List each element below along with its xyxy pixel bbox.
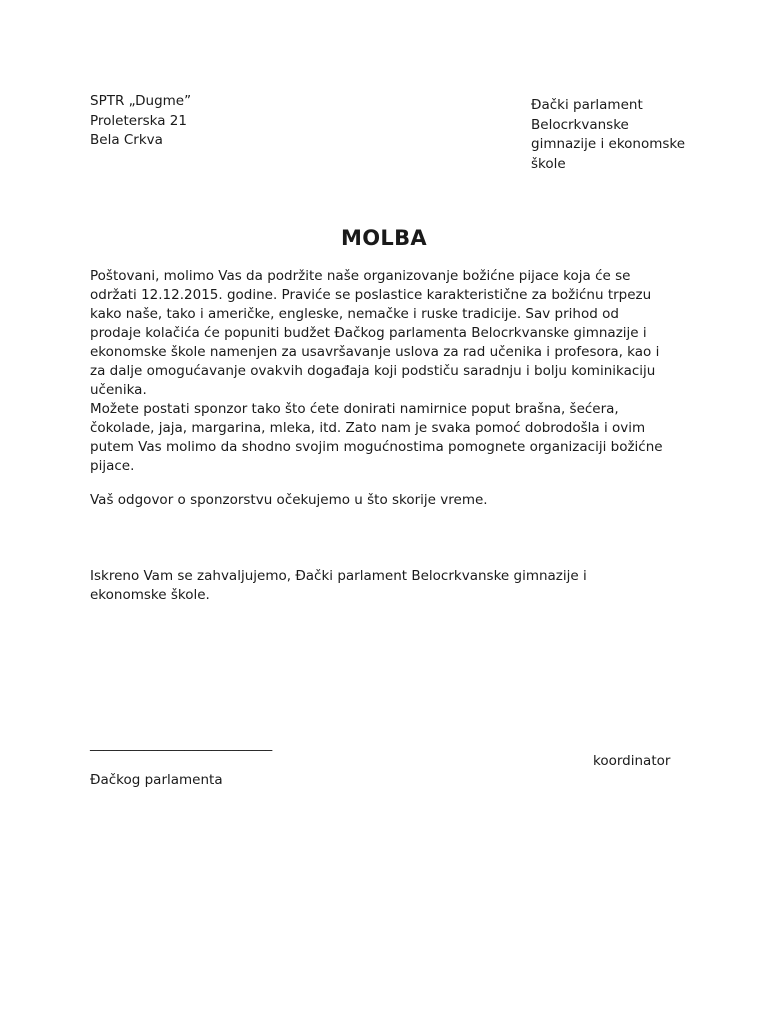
thanks-paragraph (90, 567, 587, 605)
recipient-address (531, 96, 711, 174)
recipient-line-1: Đački parlament (531, 97, 643, 113)
response-paragraph (90, 491, 488, 510)
body-line: pijace. (90, 458, 135, 474)
body-line: Možete postati sponzor tako što ćete donirati namirnice poput brašna, šećera, (90, 401, 619, 417)
body-line: Poštovani, molimo Vas da podržite naše organizovanje božićne pijace koja će se (90, 268, 631, 284)
sender-name: SPTR „Dugme” (90, 93, 192, 109)
recipient-line-2: Belocrkvanske (531, 116, 629, 133)
body-paragraph (90, 267, 690, 476)
sender-address (90, 92, 191, 151)
body-line: kako naše, tako i američke, engleske, nemačke i ruske tradicije. Sav prihod od (90, 306, 619, 322)
recipient-line-4: škole (531, 155, 566, 172)
thanks-line: ekonomske škole. (90, 587, 210, 603)
response-line: Vaš odgovor o sponzorstvu očekujemo u što skorije vreme. (90, 492, 488, 508)
document-title: MOLBA (341, 226, 427, 250)
body-line: za dalje omogućavanje ovakvih događaja koji podstiču saradnju i bolju kominikaciju (90, 363, 656, 379)
thanks-line: Iskreno Vam se zahvaljujemo, Đački parlament Belocrkvanske gimnazije i (90, 568, 587, 584)
body-line: putem Vas molimo da shodno svojim mogućnostima pomognete organizaciji božićne (90, 439, 663, 455)
body-line: učenika. (90, 382, 147, 398)
body-line: prodaje kolačića će popuniti budžet Đačkog parlamenta Belocrkvanske gimnazije i (90, 325, 647, 341)
recipient-line-3: gimnazije i ekonomske (531, 136, 686, 152)
signature-role-left: Đačkog parlamenta (90, 772, 223, 788)
sender-street: Proleterska 21 (90, 112, 187, 129)
body-line: održati 12.12.2015. godine. Praviće se poslastice karakteristične za božićnu trpezu (90, 287, 652, 303)
signature-line: ___________________________ (90, 736, 273, 752)
signature-role-right: koordinator (593, 753, 671, 769)
body-line: ekonomske škole namenjen za usavršavanje uslova za rad učenika i profesora, kao i (90, 344, 660, 360)
body-line: čokolade, jaja, margarina, mleka, itd. Zato nam je svaka pomoć dobrodošla i ovim (90, 420, 646, 436)
sender-city: Bela Crkva (90, 132, 163, 148)
